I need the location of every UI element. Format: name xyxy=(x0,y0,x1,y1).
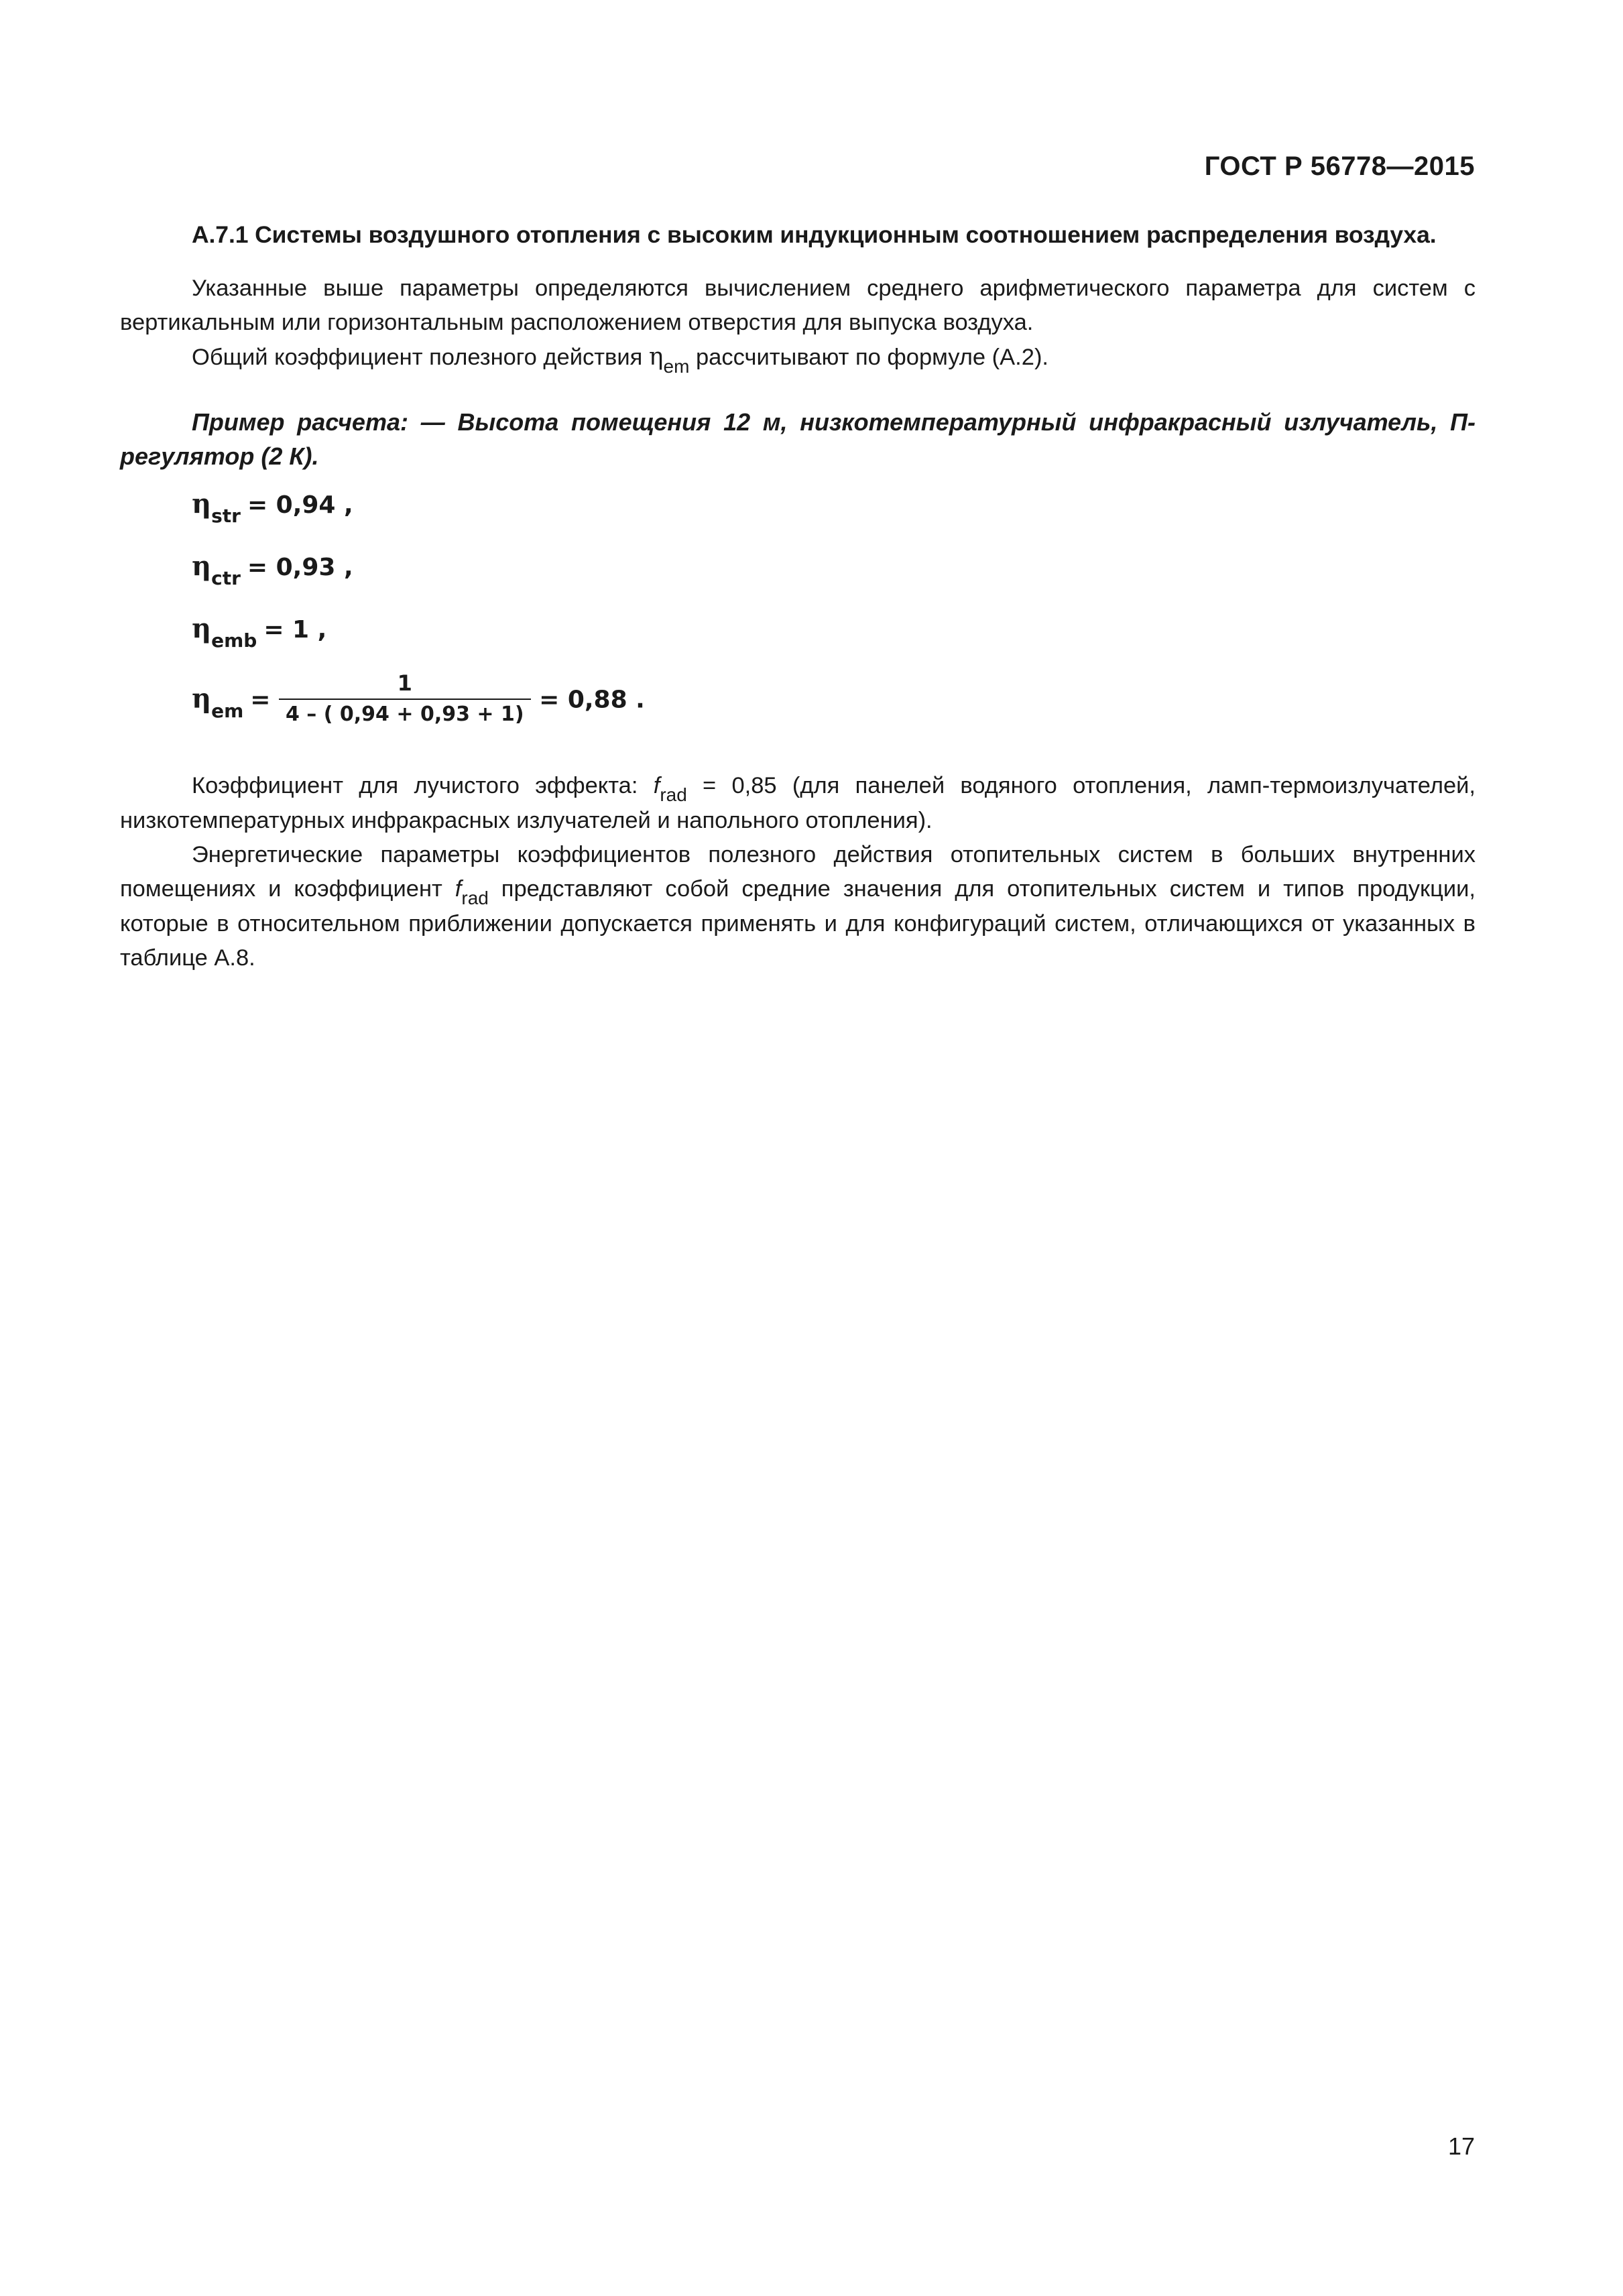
fraction-numerator: 1 xyxy=(397,670,412,696)
intro-block xyxy=(120,271,1476,375)
paragraph-energy-parameters: Энергетические параметры коэффициентов полезного действия отопительных систем в больших внутренних помещениях и коэффициент $f_{rad}$ представляют собой средние значения для отопительных систем и типов продукции, которые в относительном приближении допускается применять и для конфигураций систем, отличающихся от указанных в таблице А.8. xyxy=(120,842,1476,971)
paragraph-parameters: Указанные выше параметры определяются вычислением среднего арифметического параметра для систем с вертикальным или горизонтальным расположением отверстия для выпуска воздуха. xyxy=(120,276,1476,335)
equation-eta-ctr: $\eta_{ctr} = 0,93$ , xyxy=(192,550,353,589)
section-heading: А.7.1 Системы воздушного отопления с высоким индукционным соотношением распределения воздуха. xyxy=(192,221,1437,248)
eta-symbol: η xyxy=(648,343,664,371)
equation-eta-emb: $\eta_{emb} = 1$ , xyxy=(192,613,327,652)
example-calculation: Пример расчета: — Высота помещения 12 м, низкотемпературный инфракрасный излучатель, П-регулятор (2 К). xyxy=(120,408,1476,470)
equation-eta-em: $\eta_{em}$ = $\frac{1}{4 - ( 0,94 + 0,93 + 1)}$ = 0,88 . xyxy=(192,670,645,726)
fraction xyxy=(279,670,531,726)
equation-eta-str: $\eta_{str} = 0,94$ , xyxy=(192,488,353,527)
paragraph-radiant-effect: Коэффициент для лучистого эффекта: $f_{rad} = 0,85$ (для панелей водяного отопления, ламп-термоизлучателей, низкотемпературных инфракрасных излучателей и напольного отопления). xyxy=(120,773,1476,833)
standard-designation: ГОСТ Р 56778—2015 xyxy=(1204,152,1475,181)
paragraph-efficiency: Общий коэффициент полезного действия $\eta_{em}$ рассчитывают по формуле (А.2). xyxy=(192,343,1049,377)
page-number: 17 xyxy=(1447,2132,1475,2160)
fraction-denominator: 4 – ( 0,94 + 0,93 + 1) xyxy=(285,703,524,726)
closing-block xyxy=(120,769,1476,975)
